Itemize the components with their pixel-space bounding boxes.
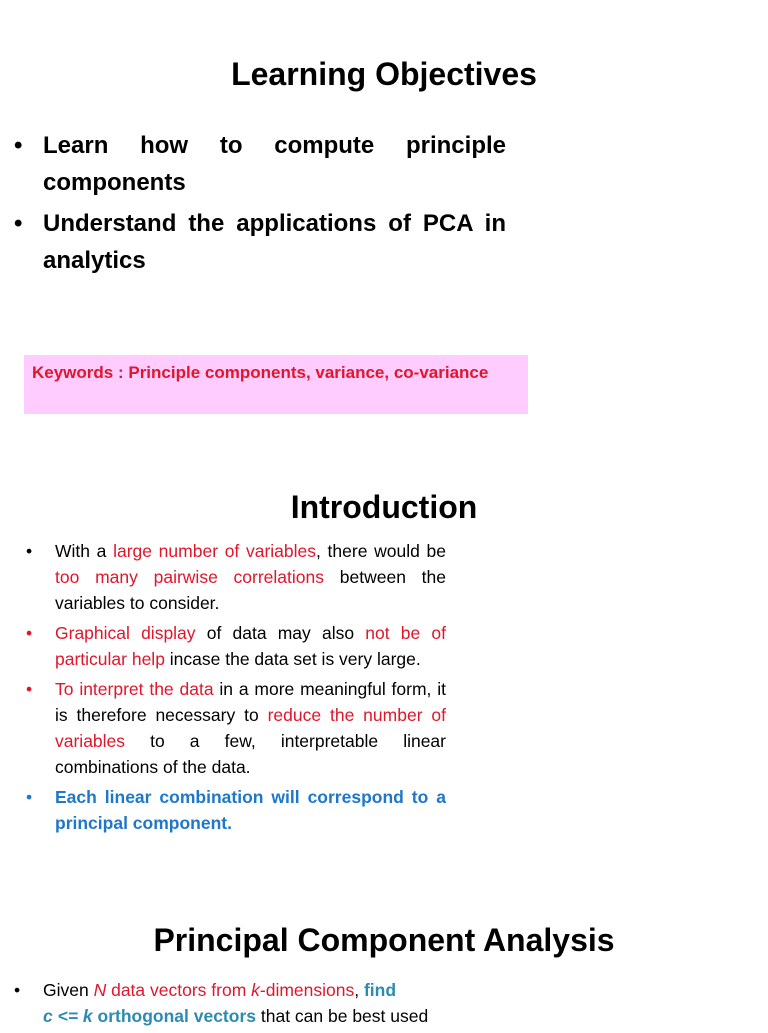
pca-title: Principal Component Analysis [153, 922, 615, 958]
highlight-text: too many pairwise correlations [55, 567, 325, 587]
intro-bullet-3 [26, 676, 446, 780]
keywords-text: Keywords : Principle components, variance, co-variance [32, 363, 489, 382]
highlight-text: Each linear combination will correspond to a principal component. [55, 787, 446, 833]
text: , there would be [316, 541, 446, 561]
text: Given [43, 980, 94, 1000]
text: incase the data set is very large. [164, 649, 421, 669]
text: of data may also [195, 623, 366, 643]
highlight-text: not be of particular help [55, 623, 446, 669]
keywords-box [24, 355, 528, 414]
text: to a few, interpretable linear combinations of the data. [55, 731, 446, 777]
highlight-text: -dimensions [259, 980, 355, 1000]
introduction-title: Introduction [290, 489, 478, 525]
highlight-text: orthogonal vectors [92, 1006, 256, 1026]
highlight-text: large number of variables [113, 541, 317, 561]
intro-bullet-1 [26, 538, 446, 616]
introduction-list [26, 538, 446, 840]
text: that can be best used [256, 1006, 429, 1026]
text: in a more meaningful form, it is therefore necessary to [55, 679, 446, 725]
highlight-text: data vectors from [106, 980, 252, 1000]
text: , [354, 980, 364, 1000]
pca-list [14, 977, 454, 1033]
highlight-text: c <= k [43, 1006, 93, 1026]
highlight-text: k [251, 980, 260, 1000]
intro-bullet-4 [26, 784, 446, 836]
highlight-text: Graphical display [55, 623, 196, 643]
objective-item: • Learn how to compute principle components [14, 127, 506, 201]
highlight-text: To interpret the data [55, 679, 214, 699]
pca-bullet-1 [14, 977, 454, 1029]
highlight-text: find [363, 980, 397, 1000]
learning-objectives-title: Learning Objectives [231, 56, 537, 92]
objective-item: • Understand the applications of PCA in analytics [14, 205, 506, 279]
intro-bullet-2 [26, 620, 446, 672]
highlight-text: N [93, 980, 107, 1000]
objectives-list [14, 127, 506, 283]
text: With a [55, 541, 114, 561]
highlight-text: reduce the number of variables [55, 705, 446, 751]
text: between the variables to consider. [55, 567, 446, 613]
